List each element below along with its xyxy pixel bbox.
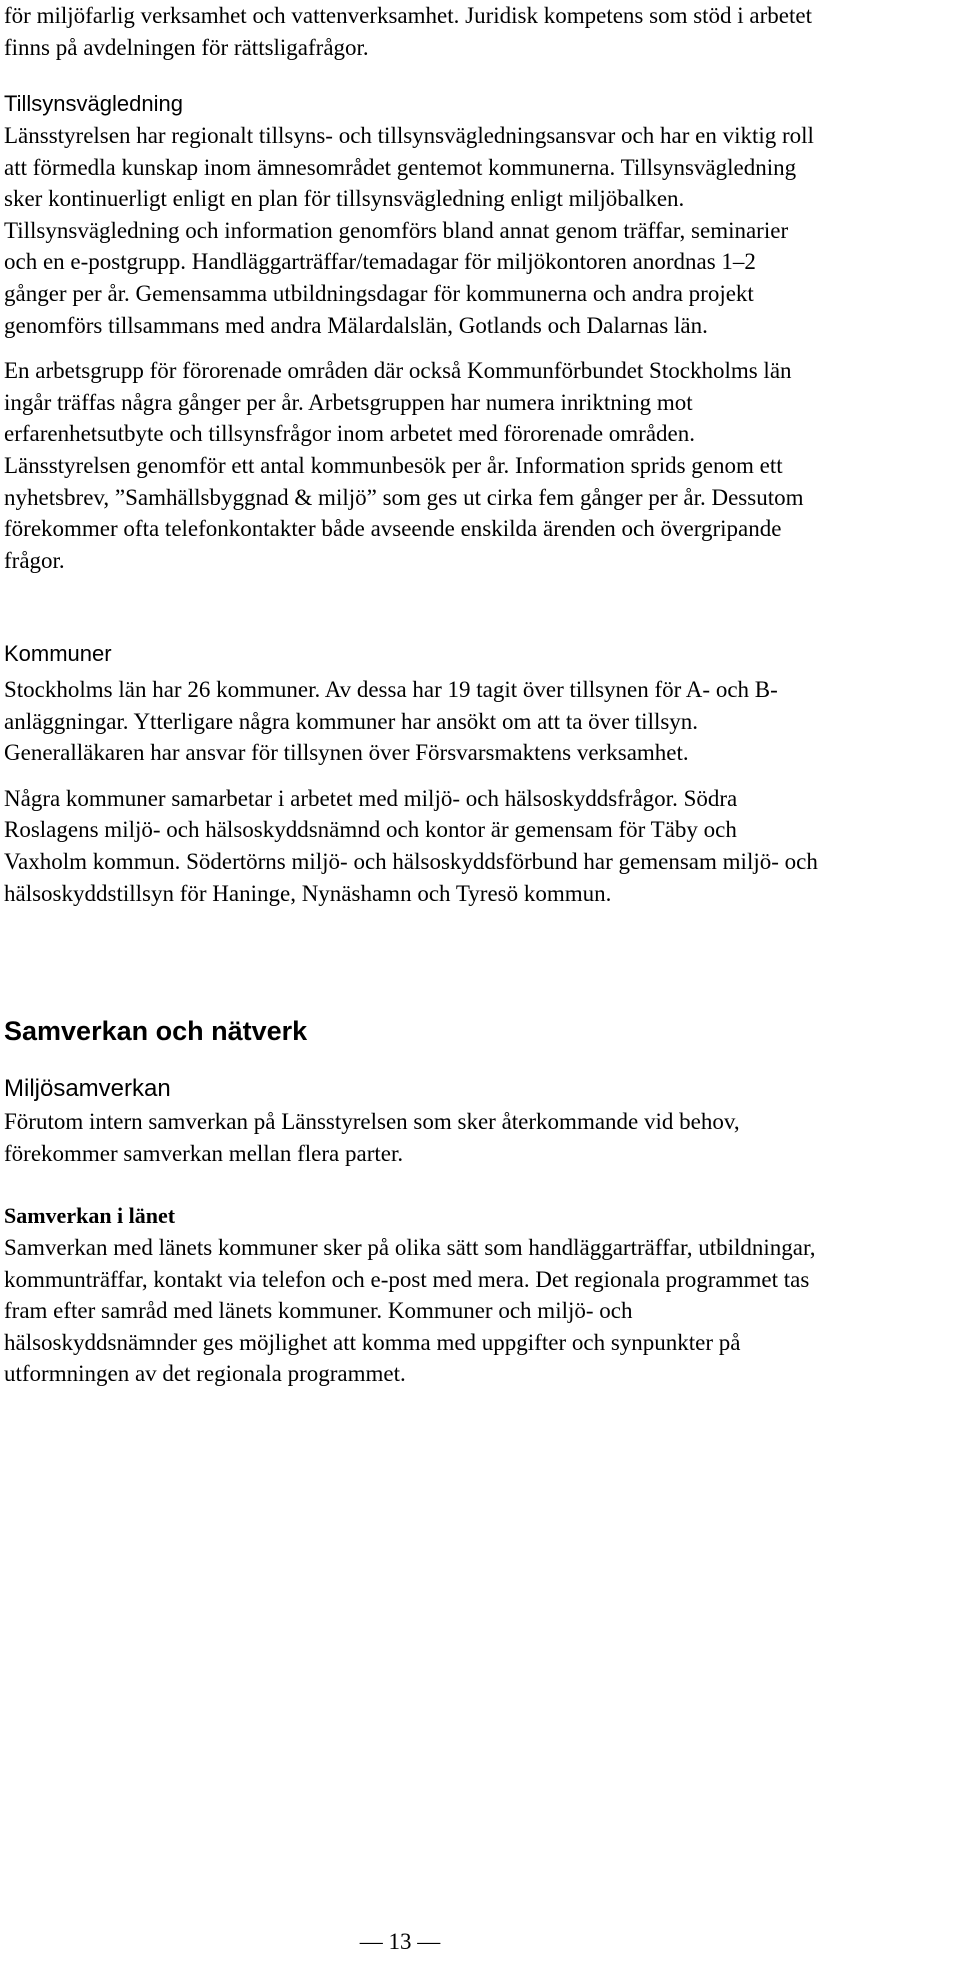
tillsynsvagledning-paragraph: Länsstyrelsen har regionalt tillsyns- och tillsynsvägledningsansvar och har en viktig roll att förmedla kunskap inom ämnesområdet gentemot kommunerna. Tillsynsvägledning sker kontinuerligt enligt en plan för tillsynsvägledning enligt miljöbalken. Tillsynsvägledning och information genomförs bland annat genom träffar, seminarier och en e-postgrupp. Handläggarträffar/temadagar för miljökontoren anordnas 1–2 gånger per år. Gemensamma utbildningsdagar för kommunerna och andra projekt genomförs tillsammans med andra Mälardalslän, Gotlands och Dalarnas län. <box>4 123 814 338</box>
samverkan-i-lanet-section <box>4 1202 820 1390</box>
tillsynsvagledning-paragraph-2: En arbetsgrupp för förorenade områden där också Kommunförbundet Stockholms län ingår träffas några gånger per år. Arbetsgruppen har numera inriktning mot erfarenhetsutbyte och tillsynsfrågor inom arbetet med förorenade områden. Länsstyrelsen genomför ett antal kommunbesök per år. Information sprids genom ett nyhetsbrev, ”Samhällsbyggnad & miljö” som ges ut cirka fem gånger per år. Dessutom förekommer ofta telefonkontakter både avseende enskilda ärenden och övergripande frågor. <box>4 358 804 573</box>
kommuner-section <box>4 640 820 909</box>
miljosamverkan-section <box>4 1074 820 1169</box>
miljosamverkan-heading: Miljösamverkan <box>4 1075 171 1102</box>
miljosamverkan-paragraph: Förutom intern samverkan på Länsstyrelsen som sker återkommande vid behov, förekommer samverkan mellan flera parter. <box>4 1109 740 1166</box>
kommuner-paragraph: Stockholms län har 26 kommuner. Av dessa har 19 tagit över tillsynen för A- och B- anläggningar. Ytterligare några kommuner har ansökt om att ta över tillsyn. Generalläkaren har ansvar för tillsynen över Försvarsmaktens verksamhet. <box>4 677 778 766</box>
tillsynsvagledning-section <box>4 90 820 576</box>
kommuner-paragraph-2: Några kommuner samarbetar i arbetet med miljö- och hälsoskyddsfrågor. Södra Roslagens miljö- och hälsoskyddsnämnd och kontor är gemensam för Täby och Vaxholm kommun. Södertörns miljö- och hälsoskyddsförbund har gemensam miljö- och hälsoskyddstillsyn för Haninge, Nynäshamn och Tyresö kommun. <box>4 785 818 906</box>
samverkan-i-lanet-heading: Samverkan i länet <box>4 1203 176 1228</box>
tillsynsvagledning-heading: Tillsynsvägledning <box>4 91 183 116</box>
intro-paragraph: för miljöfarlig verksamhet och vattenverksamhet. Juridisk kompetens som stöd i arbetet finns på avdelningen för rättsligafrågor. <box>4 3 812 60</box>
samverkan-i-lanet-paragraph: Samverkan med länets kommuner sker på olika sätt som handläggarträffar, utbildningar, kommunträffar, kontakt via telefon och e-post med mera. Det regionala programmet tas fram efter samråd med länets kommuner. Kommuner och miljö- och hälsoskyddsnämnder ges möjlighet att komma med uppgifter och synpunkter på utformningen av det regionala programmet. <box>4 1235 816 1387</box>
samverkan-section <box>4 1014 820 1048</box>
page-number: — 13 — <box>359 1929 441 1954</box>
kommuner-heading: Kommuner <box>4 641 112 666</box>
intro-section <box>4 0 820 63</box>
samverkan-heading: Samverkan och nätverk <box>4 1016 308 1046</box>
